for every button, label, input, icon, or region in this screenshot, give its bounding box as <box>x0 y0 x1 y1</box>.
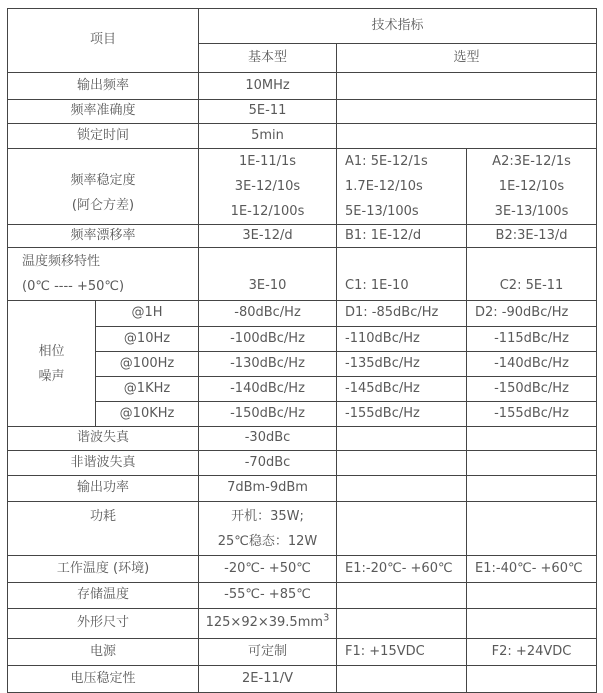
stability-opt2-100s: 3E-13/100s <box>494 204 569 219</box>
power-supply-opt1-cell <box>337 639 467 666</box>
header-basic-type <box>199 44 337 73</box>
row-power-supply <box>8 639 597 666</box>
lock-time-label-cell <box>8 124 199 149</box>
header-optional-type <box>337 44 597 73</box>
phase-noise-10hz-opt2: -115dBc/Hz <box>494 330 569 346</box>
stability-basic-1s: 1E-11/1s <box>238 154 297 169</box>
power-consumption-opt1-cell <box>337 502 467 556</box>
phase-noise-1h-opt1: D1: -85dBc/Hz <box>345 305 439 321</box>
harmonic-label-cell <box>8 427 199 451</box>
phase-noise-10hz-opt1: -110dBc/Hz <box>345 330 420 346</box>
frequency-accuracy-optional-cell <box>337 100 597 124</box>
phase-noise-label-line1: 相位 <box>38 343 65 359</box>
temp-shift-basic-value: 3E-10 <box>248 277 287 293</box>
phase-noise-label-cell <box>8 301 96 427</box>
storage-temp-label-cell <box>8 583 199 609</box>
power-consumption-steady: 25℃稳态：12W <box>217 533 318 549</box>
phase-noise-1h-freq: @1H <box>131 305 163 321</box>
phase-noise-100hz-opt2: -140dBc/Hz <box>494 355 569 371</box>
drift-rate-opt1-cell <box>337 225 467 248</box>
output-power-opt2-cell <box>467 476 597 502</box>
phase-noise-1h-opt1-cell <box>337 301 467 327</box>
operating-temp-opt1-value: E1:-20℃- +60℃ <box>345 560 453 576</box>
row-non-harmonic-distortion <box>8 451 597 476</box>
phase-noise-10khz-opt1-cell <box>337 402 467 427</box>
frequency-accuracy-label: 频率准确度 <box>70 103 136 119</box>
power-consumption-startup: 开机：35W; <box>231 508 304 524</box>
phase-noise-1khz-basic: -140dBc/Hz <box>230 380 305 396</box>
drift-rate-basic-cell <box>199 225 337 248</box>
phase-noise-10khz-opt2: -155dBc/Hz <box>494 405 569 421</box>
storage-temp-label: 存储温度 <box>77 587 130 603</box>
lock-time-optional-cell <box>337 124 597 149</box>
operating-temp-basic-value: -20℃- +50℃ <box>224 560 311 576</box>
stability-opt2-1s: A2:3E-12/1s <box>492 154 571 169</box>
phase-noise-10khz-freq: @10KHz <box>119 405 175 421</box>
power-supply-label-cell <box>8 639 199 666</box>
voltage-stability-basic-value: 2E-11/V <box>242 670 294 686</box>
row-phase-noise-10khz <box>8 402 597 427</box>
harmonic-opt2-cell <box>467 427 597 451</box>
drift-rate-opt2-value: B2:3E-13/d <box>495 227 568 243</box>
output-power-basic-value: 7dBm-9dBm <box>227 480 308 496</box>
phase-noise-10hz-freq-cell <box>96 327 199 352</box>
phase-noise-1h-freq-cell <box>96 301 199 327</box>
output-power-basic-cell <box>199 476 337 502</box>
frequency-stability-label-cell <box>8 149 199 225</box>
power-supply-opt2-cell <box>467 639 597 666</box>
non-harmonic-opt2-cell <box>467 451 597 476</box>
phase-noise-100hz-opt1: -135dBc/Hz <box>345 355 420 371</box>
dimensions-label-cell <box>8 609 199 639</box>
drift-rate-label-cell <box>8 225 199 248</box>
phase-noise-100hz-opt2-cell <box>467 352 597 377</box>
output-frequency-optional-cell <box>337 73 597 100</box>
frequency-accuracy-label-cell <box>8 100 199 124</box>
power-consumption-label: 功耗 <box>90 509 117 524</box>
phase-noise-1h-basic-cell <box>199 301 337 327</box>
operating-temp-opt2-value: E1:-40℃- +60℃ <box>475 560 583 576</box>
phase-noise-10hz-basic: -100dBc/Hz <box>230 330 305 346</box>
row-drift-rate <box>8 225 597 248</box>
header-item <box>8 9 199 73</box>
stability-basic-100s: 1E-12/100s <box>230 204 305 219</box>
storage-temp-basic-cell <box>199 583 337 609</box>
dimensions-basic-cell <box>199 609 337 639</box>
harmonic-basic-value: -30dBc <box>244 430 291 446</box>
row-phase-noise-1h <box>8 301 597 327</box>
phase-noise-10hz-freq: @10Hz <box>123 330 171 346</box>
voltage-stability-label: 电压稳定性 <box>70 670 136 686</box>
row-operating-temp <box>8 556 597 583</box>
phase-noise-1khz-opt1-cell <box>337 377 467 402</box>
phase-noise-1h-opt2-cell <box>467 301 597 327</box>
phase-noise-100hz-freq: @100Hz <box>119 355 175 371</box>
phase-noise-10hz-basic-cell <box>199 327 337 352</box>
temp-shift-label-line2: (0℃ ---- +50℃) <box>22 279 125 294</box>
phase-noise-100hz-basic-cell <box>199 352 337 377</box>
frequency-stability-label-line2: (阿仑方差) <box>71 198 135 213</box>
header-optional-type-label: 选型 <box>453 49 480 65</box>
power-supply-opt1-value: F1: +15VDC <box>345 643 425 659</box>
voltage-stability-label-cell <box>8 666 199 693</box>
row-power-consumption <box>8 502 597 556</box>
temp-shift-opt2-value: C2: 5E-11 <box>499 277 564 293</box>
row-phase-noise-1khz <box>8 377 597 402</box>
power-consumption-basic-cell <box>199 502 337 556</box>
stability-opt1-10s: 1.7E-12/10s <box>345 179 423 194</box>
temp-shift-basic-cell <box>199 248 337 301</box>
spec-table <box>7 8 597 693</box>
output-power-label: 输出功率 <box>77 480 130 496</box>
frequency-stability-opt2-cell <box>467 149 597 225</box>
frequency-stability-basic-cell <box>199 149 337 225</box>
power-supply-opt2-value: F2: +24VDC <box>491 643 572 659</box>
lock-time-label: 锁定时间 <box>77 127 130 143</box>
operating-temp-label: 工作温度 (环境) <box>56 560 150 576</box>
row-frequency-accuracy <box>8 100 597 124</box>
lock-time-basic-cell <box>199 124 337 149</box>
non-harmonic-label-cell <box>8 451 199 476</box>
phase-noise-10khz-opt2-cell <box>467 402 597 427</box>
phase-noise-1h-basic: -80dBc/Hz <box>234 305 301 321</box>
storage-temp-basic-value: -55℃- +85℃ <box>224 587 311 603</box>
phase-noise-10hz-opt1-cell <box>337 327 467 352</box>
temp-shift-opt2-cell <box>467 248 597 301</box>
phase-noise-1khz-opt2: -150dBc/Hz <box>494 380 569 396</box>
non-harmonic-basic-value: -70dBc <box>244 454 291 470</box>
power-supply-label: 电源 <box>90 643 117 659</box>
voltage-stability-opt1-cell <box>337 666 467 693</box>
harmonic-label: 谐波失真 <box>77 430 130 446</box>
header-tech-spec-label: 技术指标 <box>371 17 424 33</box>
non-harmonic-label: 非谐波失真 <box>70 454 136 470</box>
dimensions-basic-value: 125×92×39.5mm <box>205 615 324 631</box>
phase-noise-10khz-freq-cell <box>96 402 199 427</box>
phase-noise-10khz-basic-cell <box>199 402 337 427</box>
row-frequency-stability <box>8 149 597 225</box>
power-supply-basic-value: 可定制 <box>248 643 288 659</box>
output-power-opt1-cell <box>337 476 467 502</box>
operating-temp-opt1-cell <box>337 556 467 583</box>
phase-noise-10hz-opt2-cell <box>467 327 597 352</box>
stability-opt1-100s: 5E-13/100s <box>345 204 419 219</box>
row-storage-temp <box>8 583 597 609</box>
row-dimensions <box>8 609 597 639</box>
drift-rate-basic-value: 3E-12/d <box>242 227 293 243</box>
output-frequency-label: 输出频率 <box>77 77 130 93</box>
power-supply-basic-cell <box>199 639 337 666</box>
power-consumption-label-cell <box>8 502 199 556</box>
power-consumption-opt2-cell <box>467 502 597 556</box>
dimensions-basic-superscript: 3 <box>323 613 330 625</box>
phase-noise-100hz-basic: -130dBc/Hz <box>230 355 305 371</box>
phase-noise-1khz-freq-cell <box>96 377 199 402</box>
dimensions-opt1-cell <box>337 609 467 639</box>
phase-noise-label-line2: 噪声 <box>38 368 65 384</box>
phase-noise-100hz-opt1-cell <box>337 352 467 377</box>
storage-temp-opt1-cell <box>337 583 467 609</box>
non-harmonic-opt1-cell <box>337 451 467 476</box>
phase-noise-1khz-opt1: -145dBc/Hz <box>345 380 420 396</box>
drift-rate-opt1-value: B1: 1E-12/d <box>345 227 422 243</box>
stability-basic-10s: 3E-12/10s <box>234 179 301 194</box>
output-frequency-basic-cell <box>199 73 337 100</box>
drift-rate-opt2-cell <box>467 225 597 248</box>
phase-noise-1khz-freq: @1KHz <box>123 380 171 396</box>
temp-shift-opt1-value: C1: 1E-10 <box>345 277 409 293</box>
temp-shift-label-cell <box>8 248 199 301</box>
phase-noise-10khz-basic: -150dBc/Hz <box>230 405 305 421</box>
voltage-stability-opt2-cell <box>467 666 597 693</box>
row-output-power <box>8 476 597 502</box>
row-phase-noise-10hz <box>8 327 597 352</box>
phase-noise-10khz-opt1: -155dBc/Hz <box>345 405 420 421</box>
lock-time-basic-value: 5min <box>251 127 284 143</box>
row-temp-shift <box>8 248 597 301</box>
output-frequency-basic-value: 10MHz <box>245 77 290 93</box>
temp-shift-opt1-cell <box>337 248 467 301</box>
header-row-1 <box>8 9 597 44</box>
frequency-accuracy-basic-cell <box>199 100 337 124</box>
header-item-label: 项目 <box>90 32 117 48</box>
phase-noise-100hz-freq-cell <box>96 352 199 377</box>
row-lock-time <box>8 124 597 149</box>
storage-temp-opt2-cell <box>467 583 597 609</box>
harmonic-opt1-cell <box>337 427 467 451</box>
phase-noise-1h-opt2: D2: -90dBc/Hz <box>475 305 569 321</box>
operating-temp-label-cell <box>8 556 199 583</box>
phase-noise-1khz-basic-cell <box>199 377 337 402</box>
operating-temp-basic-cell <box>199 556 337 583</box>
dimensions-opt2-cell <box>467 609 597 639</box>
phase-noise-1khz-opt2-cell <box>467 377 597 402</box>
frequency-stability-label-line1: 频率稳定度 <box>70 173 136 188</box>
header-basic-type-label: 基本型 <box>248 49 288 65</box>
row-phase-noise-100hz <box>8 352 597 377</box>
output-power-label-cell <box>8 476 199 502</box>
row-voltage-stability <box>8 666 597 693</box>
operating-temp-opt2-cell <box>467 556 597 583</box>
harmonic-basic-cell <box>199 427 337 451</box>
stability-opt1-1s: A1: 5E-12/1s <box>345 154 428 169</box>
output-frequency-label-cell <box>8 73 199 100</box>
temp-shift-label-line1: 温度频移特性 <box>22 254 101 269</box>
row-output-frequency <box>8 73 597 100</box>
drift-rate-label: 频率漂移率 <box>70 227 136 243</box>
frequency-accuracy-basic-value: 5E-11 <box>248 103 287 119</box>
row-harmonic-distortion <box>8 427 597 451</box>
non-harmonic-basic-cell <box>199 451 337 476</box>
voltage-stability-basic-cell <box>199 666 337 693</box>
stability-opt2-10s: 1E-12/10s <box>498 179 565 194</box>
frequency-stability-opt1-cell <box>337 149 467 225</box>
header-tech-spec <box>199 9 597 44</box>
dimensions-label: 外形尺寸 <box>77 615 130 631</box>
